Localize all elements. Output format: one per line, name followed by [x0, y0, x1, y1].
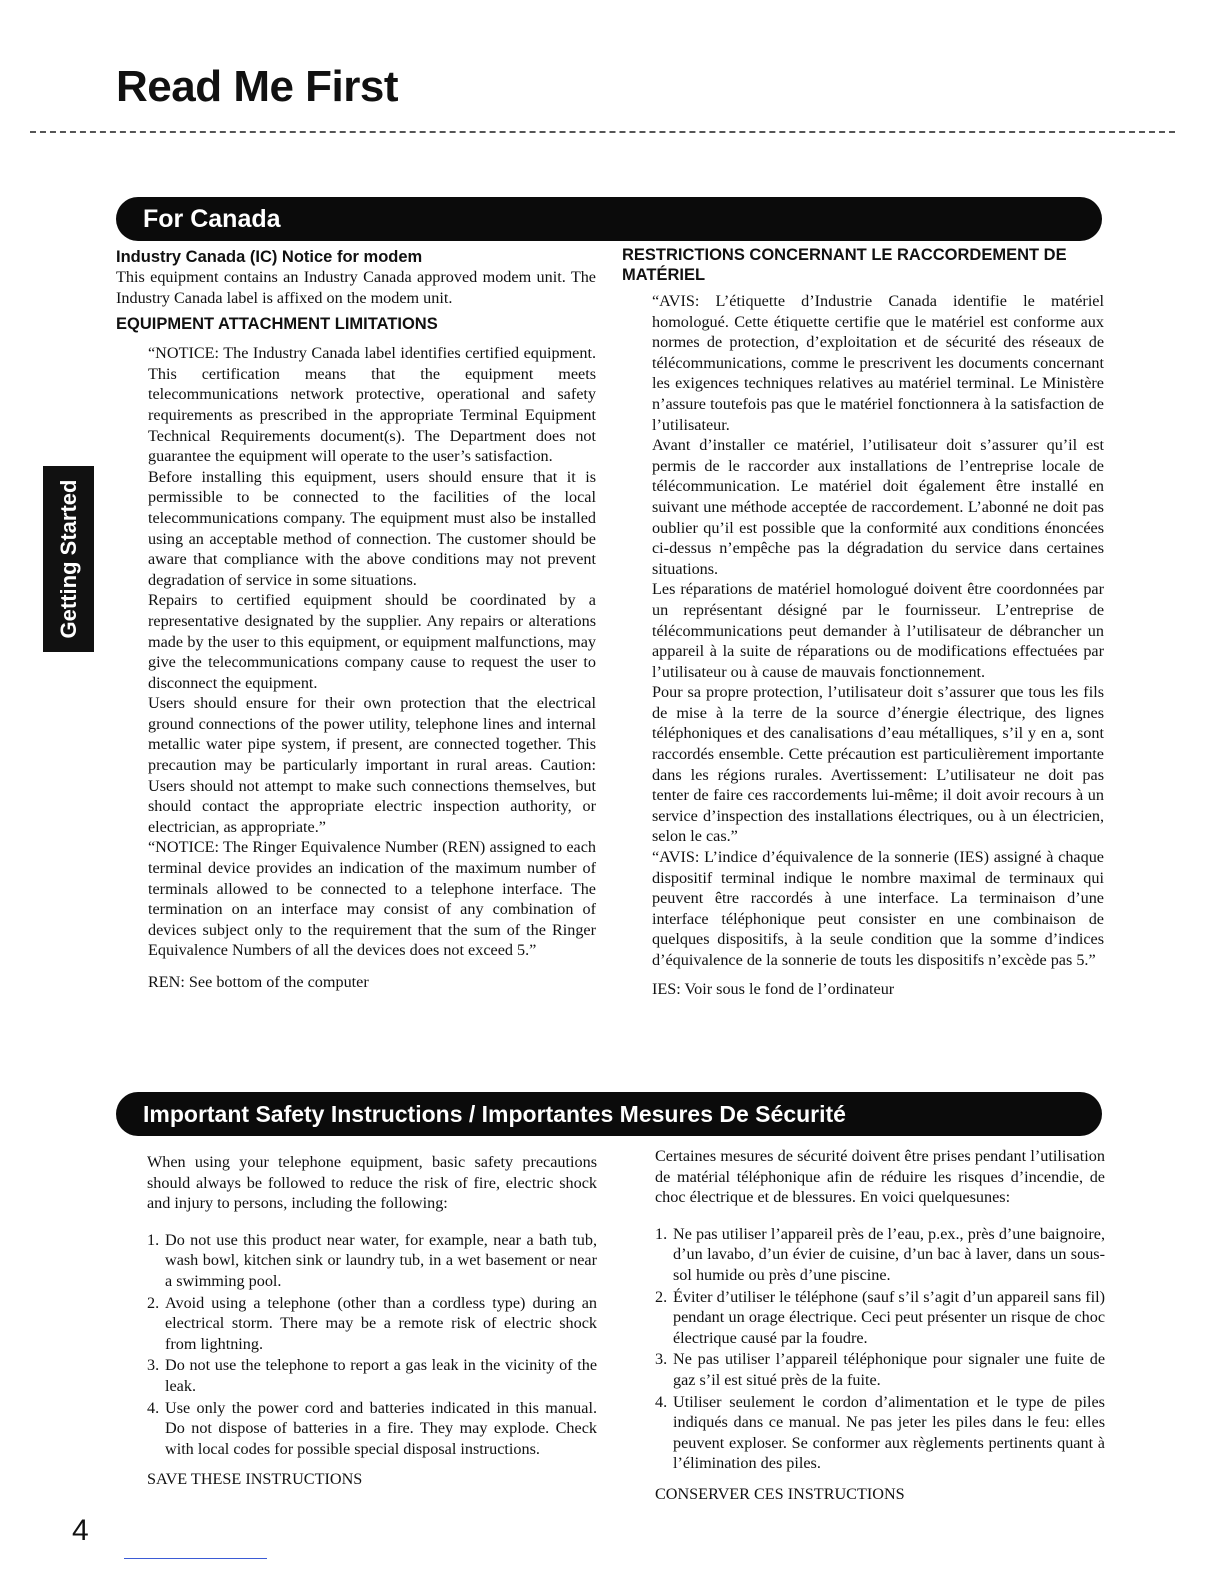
list-number: 2. [655, 1287, 668, 1306]
canada-left-column [116, 247, 596, 993]
restrictions-heading: RESTRICTIONS CONCERNANT LE RACCORDEMENT DE MATÉRIEL [622, 246, 1067, 284]
list-text: Use only the power cord and batteries indicated in this manual. Do not dispose of batteries in a fire. They may explode. Check with local codes for possible special disposal instructions. [165, 1398, 597, 1458]
section-banner-canada [116, 197, 1102, 241]
avis-paragraph: Les réparations de matériel homologué doivent être coordonnées par un représentant désigné par le fournisseur. L’entreprise de télécommunications peut demander à l’utilisateur de débrancher un appareil à la suite de réparations ou de modifications effectuées par l’utilisateur ou à cause de mauvais fonctionnement. [652, 580, 1104, 681]
page-number: 4 [72, 1514, 89, 1547]
safety-list [147, 1230, 597, 1460]
list-number: 3. [655, 1350, 668, 1369]
banner-label: Important Safety Instructions / Importantes Mesures De Sécurité [143, 1100, 846, 1127]
side-tab [43, 466, 94, 652]
safety-right-column [655, 1146, 1105, 1505]
list-item [147, 1398, 597, 1460]
notice-paragraph: “NOTICE: The Ringer Equivalence Number (REN) assigned to each terminal device provides an indication of the maximum number of terminals allowed to be connected to a telephone interface. The termination on an interface may consist of any combination of devices subject only to the requirement that the sum of the Ringer Equivalence Numbers of all the devices does not exceed 5.” [148, 838, 596, 960]
safety-list-fr [655, 1224, 1105, 1474]
notice-paragraph: “NOTICE: The Industry Canada label identifies certified equipment. This certification means that the equipment meets telecommunications network protective, operational and safety requirements as prescribed in the appropriate Terminal Equipment Technical Requirements document(s). The Department does not guarantee the equipment will operate to the user’s satisfaction. [148, 344, 596, 466]
list-number: 4. [147, 1398, 160, 1417]
section-banner-safety [116, 1092, 1102, 1136]
list-text: Utiliser seulement le cordon d’alimentation et le type de piles indiqués dans ce manual. Ne pas jeter les piles dans le feu: elles peuvent exploser. Se conformer aux règlements pertinents quant à l’élimination des piles. [673, 1392, 1105, 1473]
list-number: 2. [147, 1293, 160, 1312]
list-text: Do not use this product near water, for example, near a bath tub, wash bowl, kitchen sink or laundry tub, in a wet basement or near a swimming pool. [165, 1230, 597, 1290]
notice-paragraph: Users should ensure for their own protection that the electrical ground connections of the power utility, telephone lines and internal metallic water pipe system, if present, are connected together. This precaution may be particularly important in rural areas. Caution: Users should not attempt to make such connections themselves, but should contact the appropriate electric inspection authority, or electrician, as appropriate.” [148, 694, 596, 836]
list-number: 1. [147, 1230, 160, 1249]
list-number: 4. [655, 1392, 668, 1411]
avis-paragraph: “AVIS: L’étiquette d’Industrie Canada identifie le matériel homologué. Cette étiquette certifie que le matériel est conforme aux normes de protection, d’exploitation et de sécurité des réseaux de télécommunications, comme le prescrivent les documents concernant les exigences techniques relatives au matériel terminal. Le Ministère n’assure toutefois pas que le matériel fonctionnera à la satisfaction de l’utilisateur. [652, 292, 1104, 434]
footer-line [124, 1558, 267, 1559]
list-item [147, 1230, 597, 1292]
ies-note: IES: Voir sous le fond de l’ordinateur [652, 979, 895, 998]
list-item [655, 1349, 1105, 1390]
avis-paragraph: Avant d’installer ce matériel, l’utilisateur doit s’assurer qu’il est permis de le raccorder aux installations de l’entreprise locale de télécommunication. Le matériel doit également être installé en suivant une méthode acceptée de raccordement. L’abonné ne doit pas oublier qu’il est possible que la conformité aux conditions énoncées ci-dessus n’empêche pas la dégradation du service dans certaines situations. [652, 436, 1104, 578]
safety-intro-fr: Certaines mesures de sécurité doivent être prises pendant l’utilisation de matérial téléphonique afin de réduire les risques d’incendie, de choc électrique et de blessures. En voici quelquesunes: [655, 1147, 1105, 1207]
list-item [655, 1224, 1105, 1286]
list-text: Avoid using a telephone (other than a cordless type) during an electrical storm. There may be a remote risk of electric shock from lightning. [165, 1293, 597, 1353]
list-text: Ne pas utiliser l’appareil près de l’eau, p.ex., près d’une baignoire, d’un lavabo, d’un évier de cuisine, d’un bac à laver, dans un sous-sol humide ou près d’une piscine. [673, 1224, 1105, 1284]
list-item [147, 1293, 597, 1355]
list-item [147, 1355, 597, 1396]
list-text: Ne pas utiliser l’appareil téléphonique pour signaler une fuite de gaz s’il est situé près de la fuite. [673, 1350, 1105, 1389]
notice-paragraph: Before installing this equipment, users should ensure that it is permissible to be connected to the facilities of the local telecommunications company. The equipment must also be installed using an acceptable method of connection. The customer should be aware that compliance with the above conditions may not prevent degradation of service in some situations. [148, 467, 596, 589]
equipment-limitations-heading: EQUIPMENT ATTACHMENT LIMITATIONS [116, 315, 438, 334]
canada-right-column [622, 245, 1104, 999]
safety-intro: When using your telephone equipment, basic safety precautions should always be followed to reduce the risk of fire, electric shock and injury to persons, including the following: [147, 1153, 597, 1213]
avis-paragraph: Pour sa propre protection, l’utilisateur doit s’assurer que tous les fils de mise à la terre de la source d’énergie électrique, des lignes téléphoniques et des canalisations d’eau métalliques, s’il y en a, sont raccordés ensemble. Cette précaution est particulièrement importante dans les régions rurales. Avertissement: L’utilisateur ne doit pas tenter de faire ces raccordements lui-même; il doit avoir recours à un service d’inspection des installations électriques, ou à un électricien, selon le cas.” [652, 683, 1104, 846]
list-text: Do not use the telephone to report a gas leak in the vicinity of the leak. [165, 1356, 597, 1395]
title-divider [30, 131, 1175, 133]
list-number: 3. [147, 1356, 160, 1375]
safety-left-column [147, 1152, 597, 1490]
list-text: Éviter d’utiliser le téléphone (sauf s’il s’agit d’un appareil sans fil) pendant un orage électrique. Ceci peut présenter un risque de choc électrique causé par la foudre. [673, 1287, 1105, 1347]
list-item [655, 1392, 1105, 1474]
list-number: 1. [655, 1224, 668, 1243]
ren-note: REN: See bottom of the computer [148, 973, 369, 991]
modem-notice-heading: Industry Canada (IC) Notice for modem [116, 248, 423, 266]
notice-paragraph: Repairs to certified equipment should be coordinated by a representative designated by the supplier. Any repairs or alterations made by the user to this equipment, or equipment malfunctions, may give the telecommunications company cause to request the user to disconnect the equipment. [148, 591, 596, 692]
avis-paragraph: “AVIS: L’indice d’équivalence de la sonnerie (IES) assigné à chaque dispositif terminal indique le nombre maximal de terminaux qui peuvent être raccordés à une interface. La terminaison d’une interface téléphonique peut consister en une combinaison de quelques dispositifs, à la seule condition que la somme d’indices d’équivalence de la sonnerie de touts les dispositifs n’excède pas 5.” [652, 848, 1104, 969]
page-title: Read Me First [116, 62, 399, 111]
conserver-instructions: CONSERVER CES INSTRUCTIONS [655, 1484, 905, 1503]
save-instructions: SAVE THESE INSTRUCTIONS [147, 1470, 363, 1489]
list-item [655, 1287, 1105, 1349]
modem-notice-text: This equipment contains an Industry Canada approved modem unit. The Industry Canada label is affixed on the modem unit. [116, 268, 596, 307]
banner-label: For Canada [143, 204, 281, 233]
side-tab-label: Getting Started [55, 479, 81, 639]
